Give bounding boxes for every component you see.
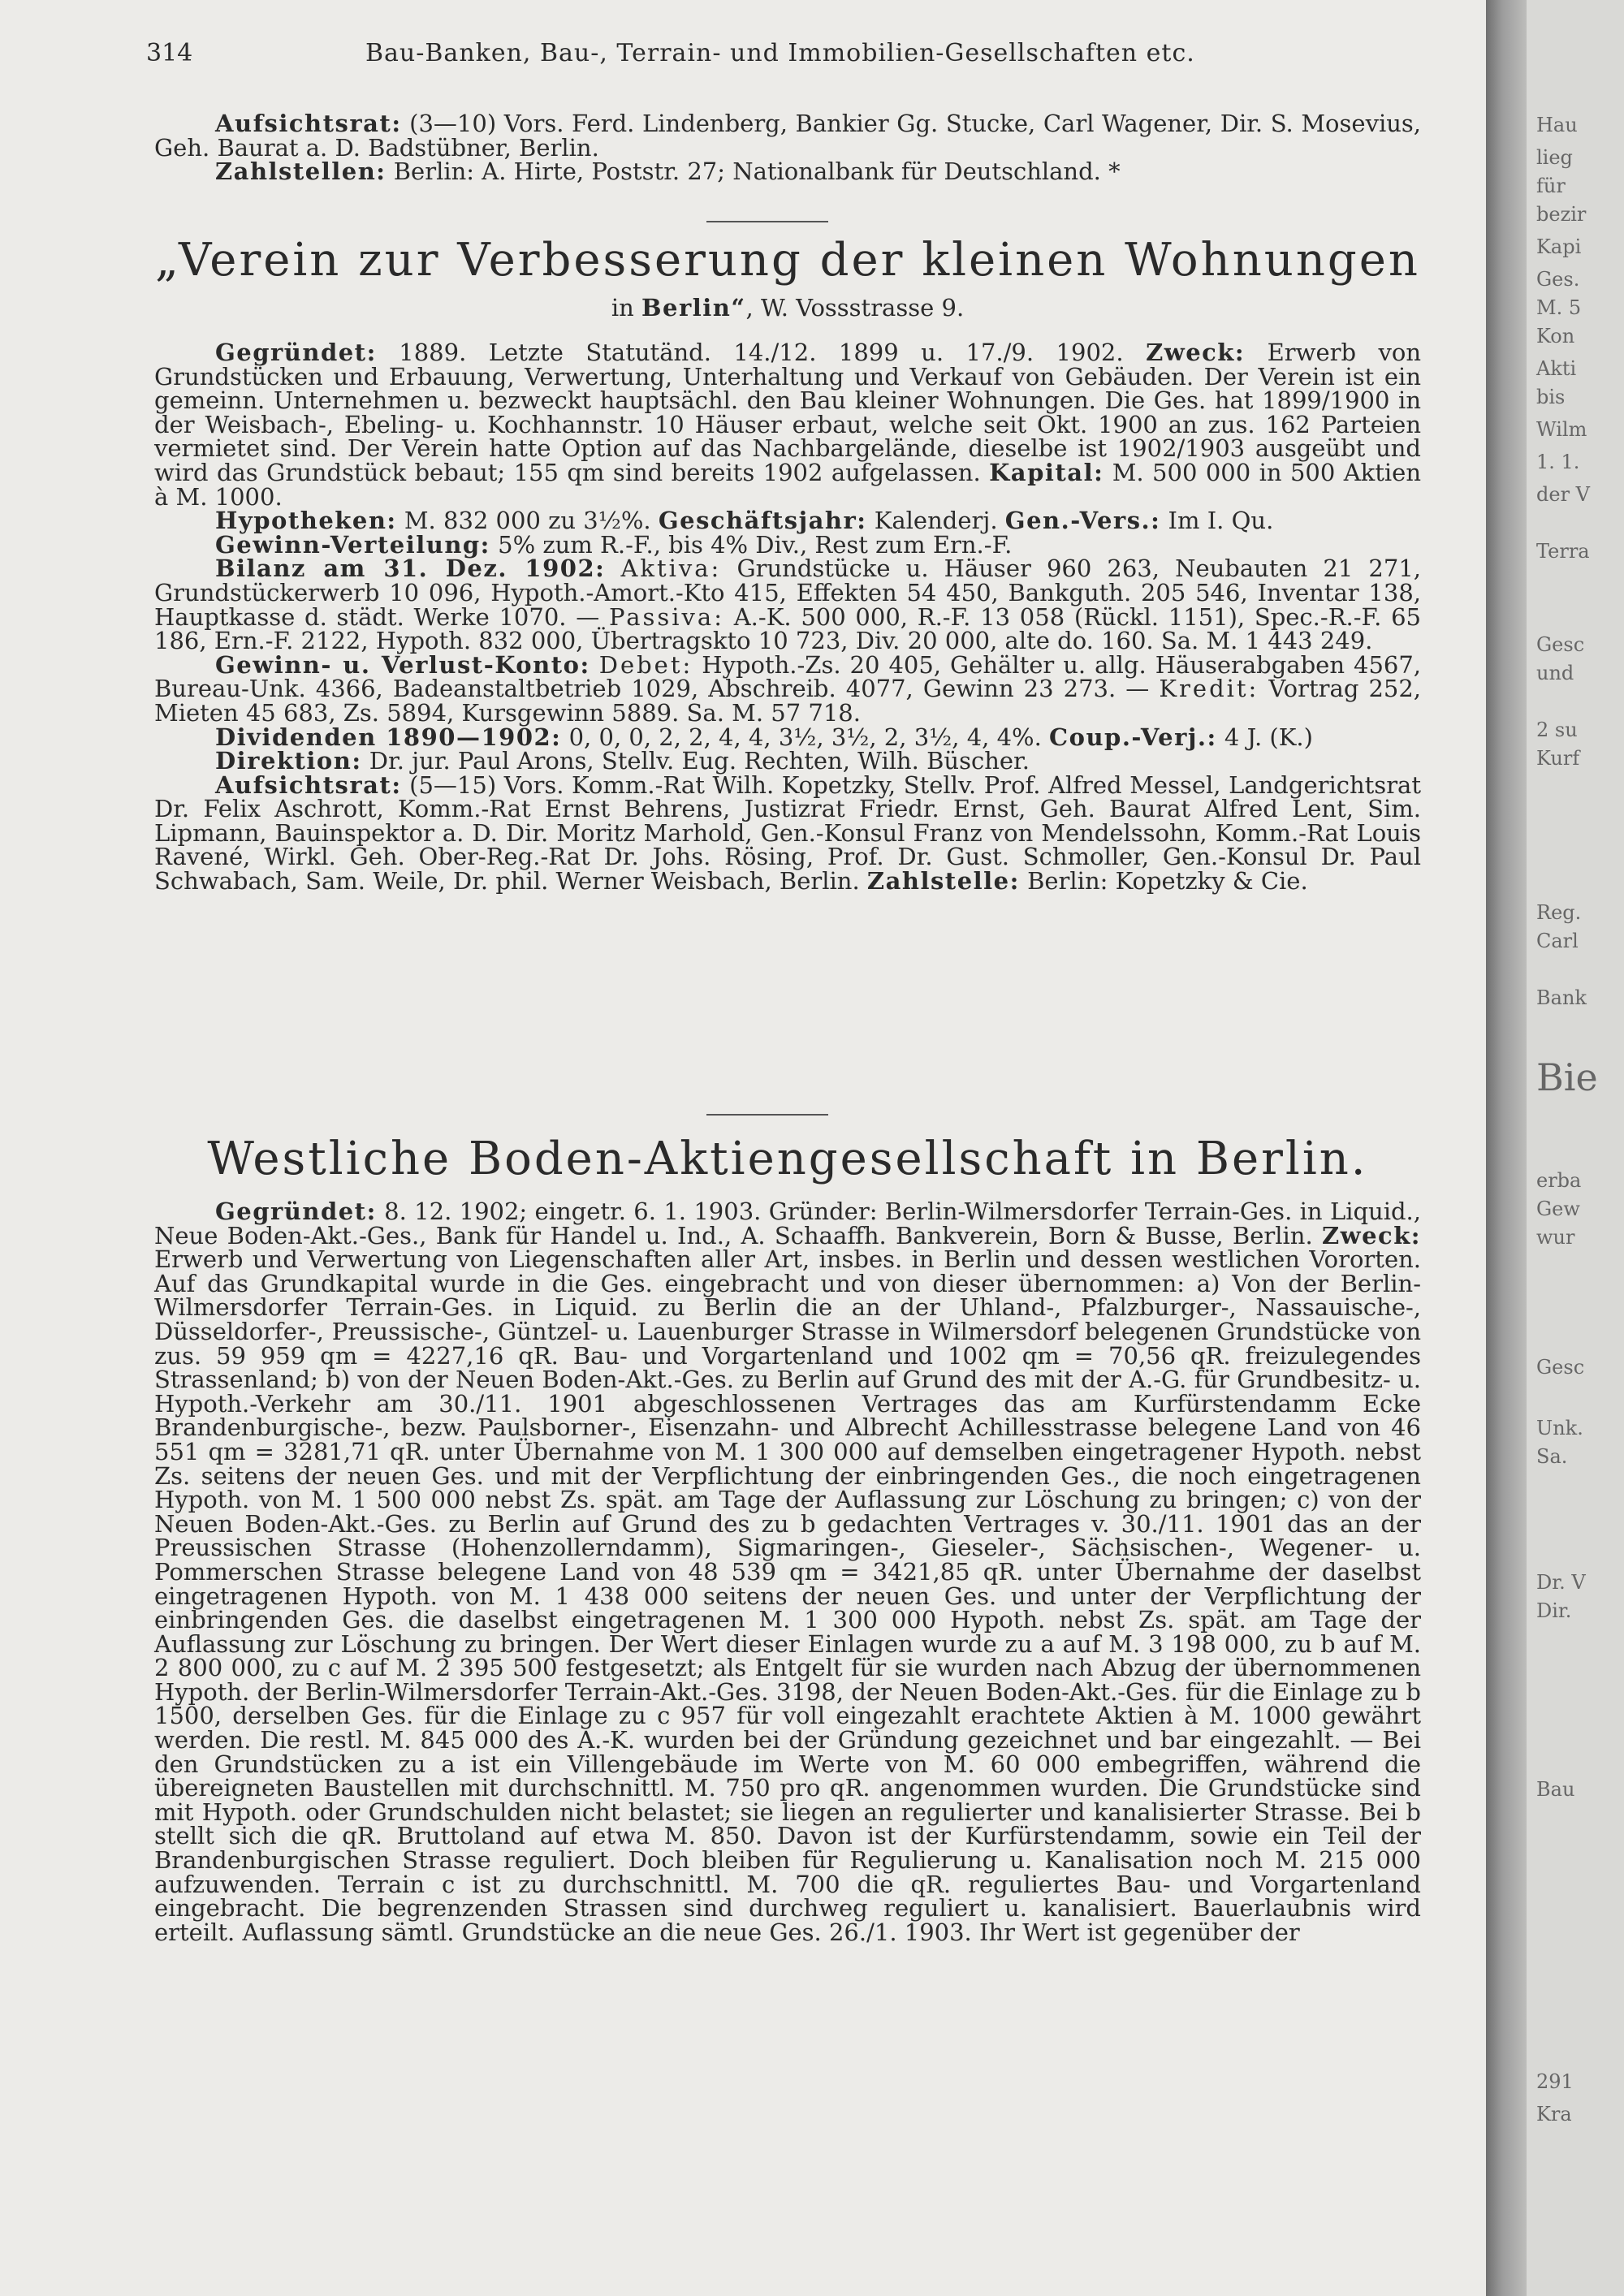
fragment: für: [1536, 175, 1566, 197]
fragment: 1. 1.: [1536, 451, 1580, 473]
verein-entry: [154, 341, 1421, 894]
direktion-label: Direktion:: [215, 747, 362, 775]
fragment: Bie: [1536, 1055, 1598, 1099]
hypotheken-text: M. 832 000 zu 3½%.: [404, 507, 651, 535]
fragment: Reg.: [1536, 901, 1582, 924]
debet-text: Hypoth.-Zs. 20 405, Gehälter u. allg. Häuserabgaben 4567, Bureau-Unk. 4366, Badeanstaltbetrieb 1029, Abschreib. 4077, Gewinn 23 273. —: [154, 650, 1422, 703]
coup-text: 4 J. (K.): [1224, 723, 1313, 751]
gegruendet-text: 8. 12. 1902; eingetr. 6. 1. 1903. Gründer: Berlin-Wilmersdorfer Terrain-Ges. in Liquid., Neue Boden-Akt.-Ges., Bank für Handel u. Ind., A. Schaaffh. Bankverein, Born & Busse, Berlin.: [154, 1198, 1421, 1249]
fragment: Gew: [1536, 1198, 1580, 1220]
gewinn-verteilung-label: Gewinn-Verteilung:: [215, 530, 490, 559]
fragment: der V: [1536, 483, 1590, 506]
kapital-label: Kapital:: [989, 458, 1104, 486]
zweck-text: Erwerb und Verwertung von Liegenschaften aller Art, insbes. in Berlin und dessen westlichen Vororten. Auf das Grundkapital wurde in die Ges. eingebracht und von dieser übernommen: a) Von der Berlin-Wilmersdorfer Terrain-Ges. in Liquid. zu Berlin die an der Uhland-, Pfalzburger-, Nassauische-, Düsseldorfer-, Preussische-, Güntzel- u. Lauenburger Strasse in Wilmersdorf belegenen Grundstücke von zus. 59 959 qm = 4227,16 qR. Bau- und Vorgartenland und 1002 qm = 70,56 qR. freizulegendes Strassenland; b) von der Neuen Boden-Akt.-Ges. zu Berlin auf Grund des mit der A.-G. für Grundbesitz- u. Hypoth.-Verkehr am 30./11. 1901 abgeschlossenen Vertrages das am Kurfürstendamm Ecke Brandenburgische-, bezw. Paulsborner-, Eisenzahn- und Albrecht Achillesstrasse belegene Land von 46 551 qm = 3281,71 qR. unter Übernahme von M. 1 300 000 auf demselben eingetragener Hypoth. nebst Zs. seitens der neuen Ges. und mit der Verpflichtung der einbringenden Ges., die noch eingetragenen Hypoth. von M. 1 500 000 nebst Zs. spät. am Tage der Auflassung zur Löschung zu bringen; c) von der Neuen Boden-Akt.-Ges. zu Berlin auf Grund des zu b gedachten Vertrages v. 30./11. 1901 das an der Preussischen Strasse (Hohenzollerndamm), Sigmaringen-, Gieseler-, Sächsischen-, Wegener- u. Pommerschen Strasse belegene Land von 48 539 qm = 3421,85 qR. unter Übernahme der daselbst eingetragenen Hypoth. von M. 1 438 000 seitens der neuen Ges. und unter der Verpflichtung der einbringenden Ges. die daselbst eingetragenen M. 1 300 000 Hypoth. nebst Zs. spät. am Tage der Auflassung zur Löschung zu bringen. Der Wert dieser Einlagen wurde zu a auf M. 3 198 000, zu b auf M. 2 800 000, zu c auf M. 2 395 500 festgesetzt; als Entgelt für sie wurden nach Abzug der übernommenen Hypoth. der Berlin-Wilmersdorfer Terrain-Akt.-Ges. 3198, der Neuen Boden-Akt.-Ges. für die Einlage zu b 1500, derselben Ges. für die Einlage zu c 957 für voll eingezahlt erachtete Aktien à M. 1000 gewährt werden. Die restl. M. 845 000 des A.-K. wurden bei der Gründung gezeichnet und bar eingezahlt. — Bei den Grundstücken zu a ist ein Villengebäude im Werte von M. 60 000 embegriffen, während die übereigneten Baustellen mit durchschnittl. M. 750 pro qR. angenommen wurden. Die Grundstücke sind mit Hypoth. oder Grundschulden nicht belastet; sie liegen an regulierter und kanalisierter Strasse. Bei b stellt sich die qR. Bruttoland auf etwa M. 850. Davon ist der Kurfürstendamm, sowie ein Teil der Brandenburgischen Strasse reguliert. Doch bleiben für Regulierung u. Kanalisation noch M. 215 000 aufzuwenden. Terrain c ist zu durchschnittl. M. 700 die qR. reguliertes Bau- und Vorgartenland eingebracht. Die begrenzenden Strassen sind durchweg reguliert u. kanalisiert. Bauerlaubnis wird erteilt. Auflassung sämtl. Grundstücke an die neue Ges. 26./1. 1903. Ihr Wert ist gegenüber der: [154, 1245, 1421, 1946]
fragment: Sa.: [1536, 1445, 1568, 1468]
fragment: 2 su: [1536, 719, 1578, 741]
direktion-text: Dr. jur. Paul Arons, Stellv. Eug. Rechten, Wilh. Büscher.: [369, 747, 1030, 775]
fragment: Terra: [1536, 540, 1590, 563]
aktiva-text: Grundstücke u. Häuser 960 263, Neubauten 21 271, Grundstückerwerb 10 096, Hypoth.-Amort.-Kto 415, Effekten 54 450, Bankguth. 205 546, Inventar 138, Hauptkasse d. städt. Werke 1070. —: [154, 555, 1421, 631]
fragment: Kapi: [1536, 235, 1582, 258]
genvers-text: Im I. Qu.: [1168, 507, 1274, 535]
fragment: Unk.: [1536, 1417, 1583, 1439]
verein-subtitle: [154, 294, 1421, 322]
dividenden-label: Dividenden 1890—1902:: [215, 723, 562, 751]
fragment: Kurf: [1536, 747, 1580, 770]
zahlstelle-text: Berlin: Kopetzky & Cie.: [1027, 867, 1308, 896]
passiva-label: Passiva:: [609, 602, 724, 631]
fragment: Dir.: [1536, 1599, 1572, 1622]
page-header: [146, 39, 1478, 71]
aufsichtsrat-text: (3—10) Vors. Ferd. Lindenberg, Bankier Gg. Stucke, Carl Wagener, Dir. S. Mosevius, Geh. Baurat a. D. Badstübner, Berlin.: [154, 110, 1422, 162]
gegruendet-label: Gegründet:: [215, 1198, 377, 1225]
verein-title: „Verein zur Verbesserung der kleinen Wohnungen: [155, 234, 1420, 287]
fragment: 291: [1536, 2070, 1574, 2093]
previous-entry-tail: [154, 112, 1421, 184]
zweck-label: Zweck:: [1146, 339, 1246, 366]
kredit-label: Kredit:: [1159, 675, 1259, 703]
fragment: Hau: [1536, 114, 1578, 136]
fragment: Kon: [1536, 325, 1575, 347]
gegruendet-text: 1889. Letzte Statutänd. 14./12. 1899 u. 17./9. 1902.: [399, 339, 1124, 366]
geschaeftsjahr-text: Kalenderj.: [874, 507, 998, 535]
fragment: Bank: [1536, 986, 1587, 1009]
kapital-text: M. 500 000 in 500 Aktien à M. 1000.: [154, 458, 1422, 511]
westliche-entry: [154, 1200, 1421, 1944]
debet-label: Debet:: [598, 650, 693, 679]
passiva-text: A.-K. 500 000, R.-F. 13 058 (Rückl. 1151), Spec.-R.-F. 65 186, Ern.-F. 2122, Hypoth. 832 000, Übertragskto 10 723, Div. 20 000, alte do. 160. Sa. M. 1 443 249.: [154, 602, 1422, 655]
aktiva-label: Aktiva:: [620, 555, 722, 583]
aufsichtsrat-label: Aufsichtsrat:: [215, 770, 402, 799]
gegruendet-label: Gegründet:: [215, 339, 377, 366]
fragment: wur: [1536, 1226, 1575, 1249]
verein-sub-city: Berlin“: [641, 294, 746, 322]
section-divider: [706, 221, 828, 222]
fragment: lieg: [1536, 146, 1573, 169]
zweck-label: Zweck:: [1321, 1221, 1421, 1249]
zahlstellen-label: Zahlstellen:: [215, 158, 387, 186]
aufsichtsrat-label: Aufsichtsrat:: [215, 110, 402, 137]
bilanz-label: Bilanz am 31. Dez. 1902:: [215, 555, 606, 583]
fragment: Gesc: [1536, 1356, 1585, 1379]
fragment: Ges.: [1536, 268, 1580, 291]
fragment: und: [1536, 662, 1574, 684]
fragment: Akti: [1536, 357, 1577, 380]
fragment: M. 5: [1536, 296, 1582, 319]
fragment: Dr. V: [1536, 1571, 1586, 1594]
section-divider: [706, 1114, 828, 1116]
page-number: 314: [146, 39, 193, 67]
fragment: bezir: [1536, 203, 1587, 226]
adjacent-page-strip: [1527, 0, 1624, 2296]
kredit-text: Vortrag 252, Mieten 45 683, Zs. 5894, Kursgewinn 5889. Sa. M. 57 718.: [154, 675, 1422, 727]
hypotheken-label: Hypotheken:: [215, 507, 397, 535]
gewinn-verteilung-text: 5% zum R.-F., bis 4% Div., Rest zum Ern.-F.: [498, 530, 1013, 559]
fragment: Gesc: [1536, 633, 1585, 656]
running-head: Bau-Banken, Bau-, Terrain- und Immobilien-Gesellschaften etc.: [365, 39, 1195, 67]
aufsichtsrat-text: (5—15) Vors. Komm.-Rat Wilh. Kopetzky, Stellv. Prof. Alfred Messel, Landgerichtsrat Dr. Felix Aschrott, Komm.-Rat Ernst Behrens, Justizrat Friedr. Ernst, Geh. Baurat Alfred Lent, Sim. Lipmann, Bauinspektor a. D. Dir. Moritz Marhold, Gen.-Konsul Franz von Mendelssohn, Komm.-Rat Louis Ravené, Wirkl. Geh. Ober-Reg.-Rat Dr. Johs. Rösing, Prof. Dr. Gust. Schmoller, Gen.-Konsul Dr. Paul Schwabach, Sam. Weile, Dr. phil. Werner Weisbach, Berlin.: [154, 770, 1421, 896]
geschaeftsjahr-label: Geschäftsjahr:: [658, 507, 867, 535]
fragment: bis: [1536, 386, 1566, 408]
westliche-title: Westliche Boden-Aktiengesellschaft in Berlin.: [207, 1133, 1368, 1185]
dividenden-text: 0, 0, 0, 2, 2, 4, 4, 3½, 3½, 2, 3½, 4, 4%.: [568, 723, 1042, 751]
zweck-text: Erwerb von Grundstücken und Erbauung, Verwertung, Unterhaltung und Verkauf von Gebäuden. Der Verein ist ein gemeinn. Unternehmen u. bezweckt hauptsächl. den Bau kleiner Wohnungen. Die Ges. hat 1899/1900 in der Weisbach-, Ebeling- u. Kochhannstr. 10 Häuser erbaut, welche seit Okt. 1900 an zus. 162 Parteien vermietet sind. Der Verein hatte Option auf das Nachbargelände, dieselbe ist 1902/1903 ausgeübt und wird das Grundstück bebaut; 155 qm sind bereits 1902 aufgelassen.: [154, 339, 1422, 486]
book-gutter-shadow: [1486, 0, 1527, 2296]
fragment: Wilm: [1536, 418, 1587, 441]
genvers-label: Gen.-Vers.:: [1004, 507, 1161, 535]
fragment: Carl: [1536, 930, 1579, 952]
guv-label: Gewinn- u. Verlust-Konto:: [215, 650, 590, 679]
zahlstelle-label: Zahlstelle:: [866, 867, 1020, 896]
fragment: Bau: [1536, 1778, 1575, 1801]
coup-label: Coup.-Verj.:: [1049, 723, 1217, 751]
fragment: erba: [1536, 1169, 1582, 1192]
verein-sub-address: , W. Vossstrasse 9.: [745, 294, 965, 322]
fragment: Kra: [1536, 2103, 1572, 2126]
zahlstellen-text: Berlin: A. Hirte, Poststr. 27; Nationalbank für Deutschland. *: [393, 158, 1121, 186]
verein-sub-pre: in: [611, 294, 634, 322]
